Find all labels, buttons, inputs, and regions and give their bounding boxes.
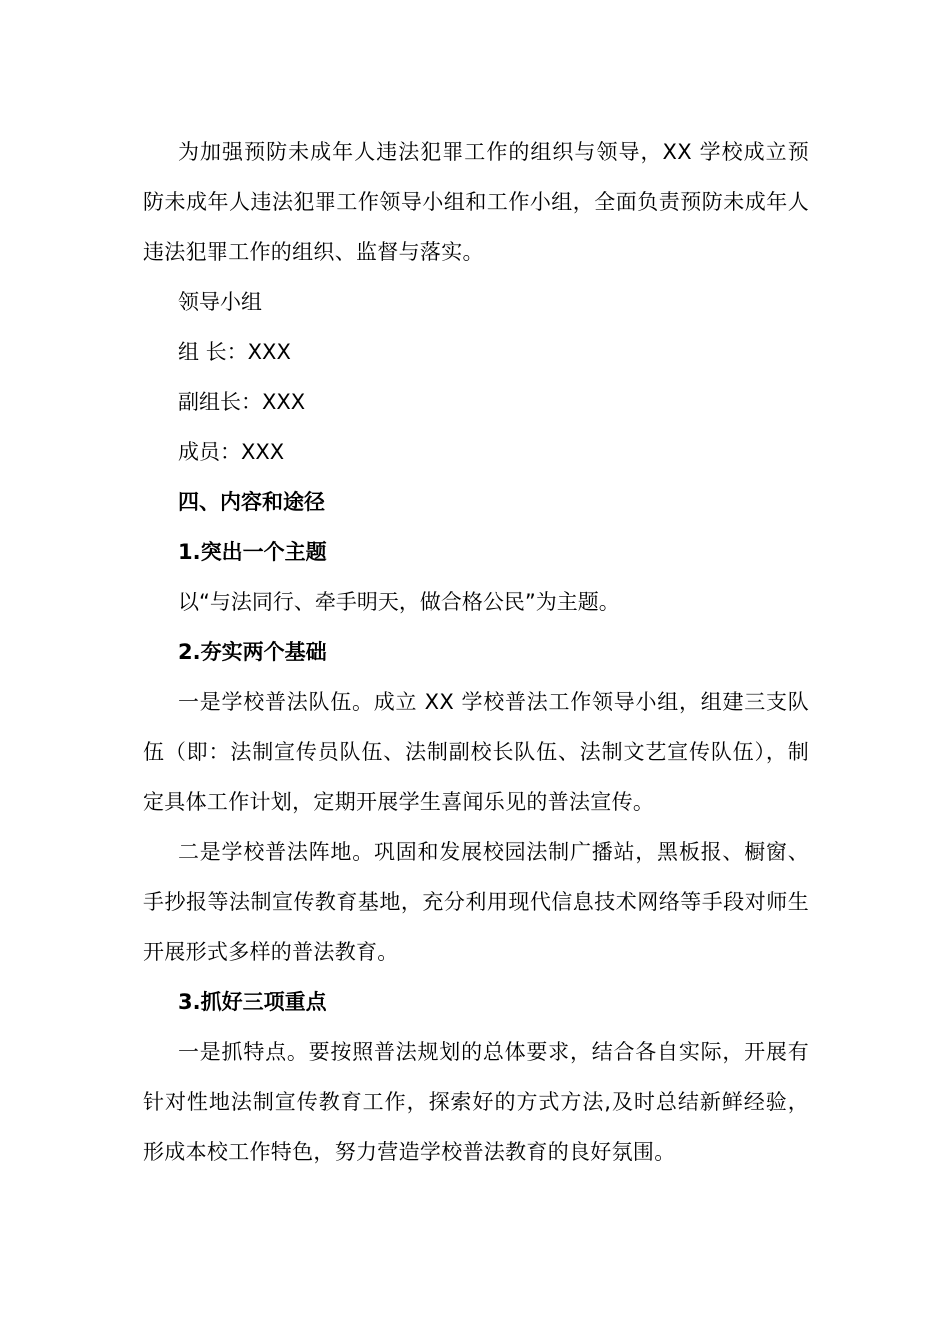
item-2-heading: 2.夯实两个基础 <box>178 640 327 664</box>
item-3-body-a: 一是抓特点。要按照普法规划的总体要求，结合各自实际，开展有针对性地法制宣传教育工作，探索好的方式方法,及时总结新鲜经验，形成本校工作特色，努力营造学校普法教育的良好氛围。 <box>143 1040 809 1164</box>
item-2-body-b: 二是学校普法阵地。巩固和发展校园法制广播站，黑板报、橱窗、手抄报等法制宣传教育基地，充分利用现代信息技术网络等手段对师生开展形式多样的普法教育。 <box>143 840 809 964</box>
document-body <box>143 127 809 1177</box>
section-heading: 四、内容和途径 <box>178 490 325 514</box>
item-1-body: 以“与法同行、牵手明天，做合格公民”为主题。 <box>178 590 620 614</box>
item-2-body-a: 一是学校普法队伍。成立 XX 学校普法工作领导小组，组建三支队伍（即：法制宣传员队伍、法制副校长队伍、法制文艺宣传队伍），制定具体工作计划，定期开展学生喜闻乐见的普法宣传。 <box>143 690 809 814</box>
members-line: 成员：XXX <box>178 440 285 464</box>
deputy-leader-line: 副组长：XXX <box>178 390 306 414</box>
item-1-heading: 1.突出一个主题 <box>178 540 327 564</box>
intro-paragraph: 为加强预防未成年人违法犯罪工作的组织与领导，XX 学校成立预防未成年人违法犯罪工作领导小组和工作小组，全面负责预防未成年人违法犯罪工作的组织、监督与落实。 <box>143 140 809 264</box>
item-3-heading: 3.抓好三项重点 <box>178 990 327 1014</box>
leader-line: 组 长：XXX <box>178 340 291 364</box>
leadership-group-label: 领导小组 <box>178 290 262 314</box>
